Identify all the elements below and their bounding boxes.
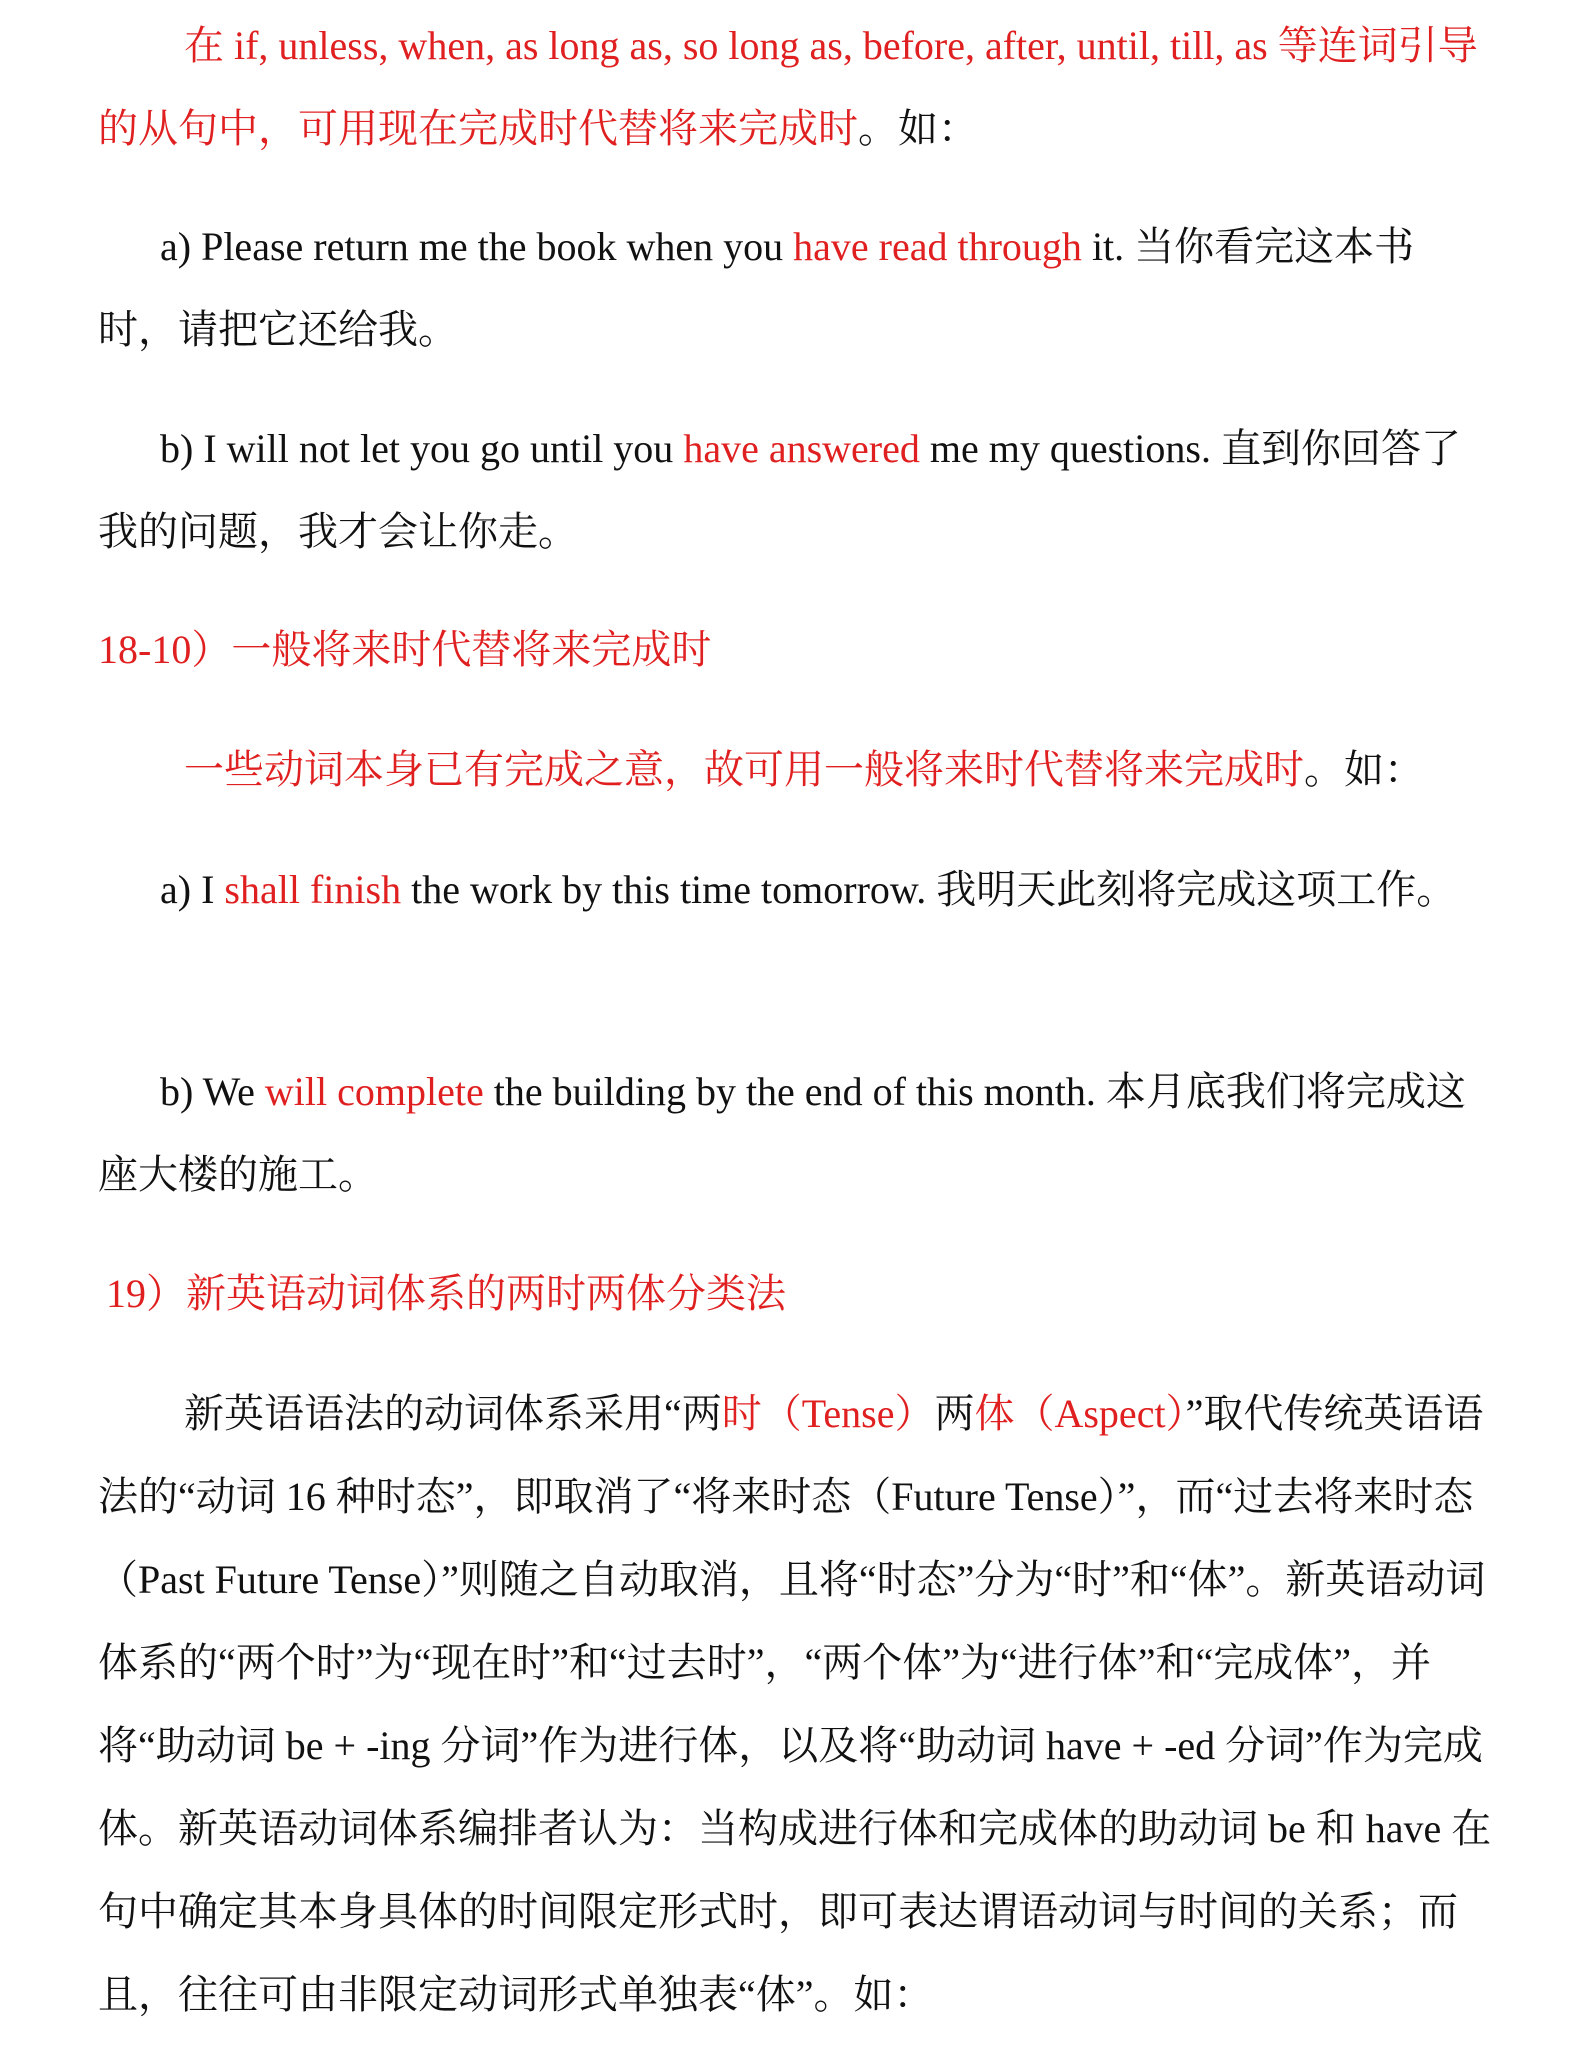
example-text: the building by the end of this month. 本月底我们将完成这座大楼的施工。 [98,1069,1466,1197]
example-text: it. 当你看完这本书时，请把它还给我。 [98,224,1415,352]
example-highlight: will complete [264,1069,484,1114]
example-text: a) Please return me the book when you [160,224,794,269]
paragraph-present-perfect-rule [98,4,1493,170]
section-heading-18-10: 18-10）一般将来时代替将来完成时 [98,627,712,672]
aspect-highlight: 体（Aspect） [974,1391,1186,1436]
body-text: 新英语语法的动词体系采用“两 [184,1391,722,1436]
example-highlight: have answered [683,426,920,471]
example-text: me my questions. 直到你回答了我的问题，我才会让你走。 [98,426,1461,554]
example-text: a) I [160,867,225,912]
example-1a [98,205,1493,371]
paragraph-simple-future-rule [98,728,1493,811]
example-1b [98,407,1493,573]
example-text: b) I will not let you go until you [160,426,684,471]
example-text: the work by this time tomorrow. 我明天此刻将完成这项工作。 [401,867,1457,912]
rule-text: 一些动词本身已有完成之意，故可用一般将来时代替将来完成时 [184,747,1304,792]
rule-tail: 。如： [1304,747,1424,792]
tense-highlight: 时（Tense） [721,1391,935,1436]
rule-tail: 。如： [858,106,978,151]
section-heading-19: 19）新英语动词体系的两时两体分类法 [106,1271,786,1316]
example-2a [98,848,1493,931]
example-2b [98,1050,1493,1216]
example-text: b) We [160,1069,265,1114]
body-text: ”取代传统英语语法的“动词 16 种时态”，即取消了“将来时态（Future Tense）”，而“过去将来时态（Past Future Tense）”则随之自动取消，且将“时态”分为“时”和“体”。新英语动词体系的“两个时”为“现在时”和“过去时”，“两个体”为“进行体”和“完成体”，并将“助动词 be + -ing 分词”作为进行体，以及将“助动词 have + -ed 分词”作为完成体。新英语动词体系编排者认为：当构成进行体和完成体的助动词 be 和 have 在句中确定其本身具体的时间限定形式时，即可表达谓语动词与时间的关系；而且，往往可由非限定动词形式单独表“体”。如： [98,1391,1492,2017]
body-text: 两 [934,1391,975,1436]
paragraph-two-tense-two-aspect [98,1372,1493,2036]
rule-text: 在 if, unless, when, as long as, so long as, before, after, until, till, as 等连词引导的从句中，可用现在完成时代替将来完成时 [98,23,1478,151]
example-highlight: shall finish [224,867,402,912]
example-highlight: have read through [793,224,1082,269]
